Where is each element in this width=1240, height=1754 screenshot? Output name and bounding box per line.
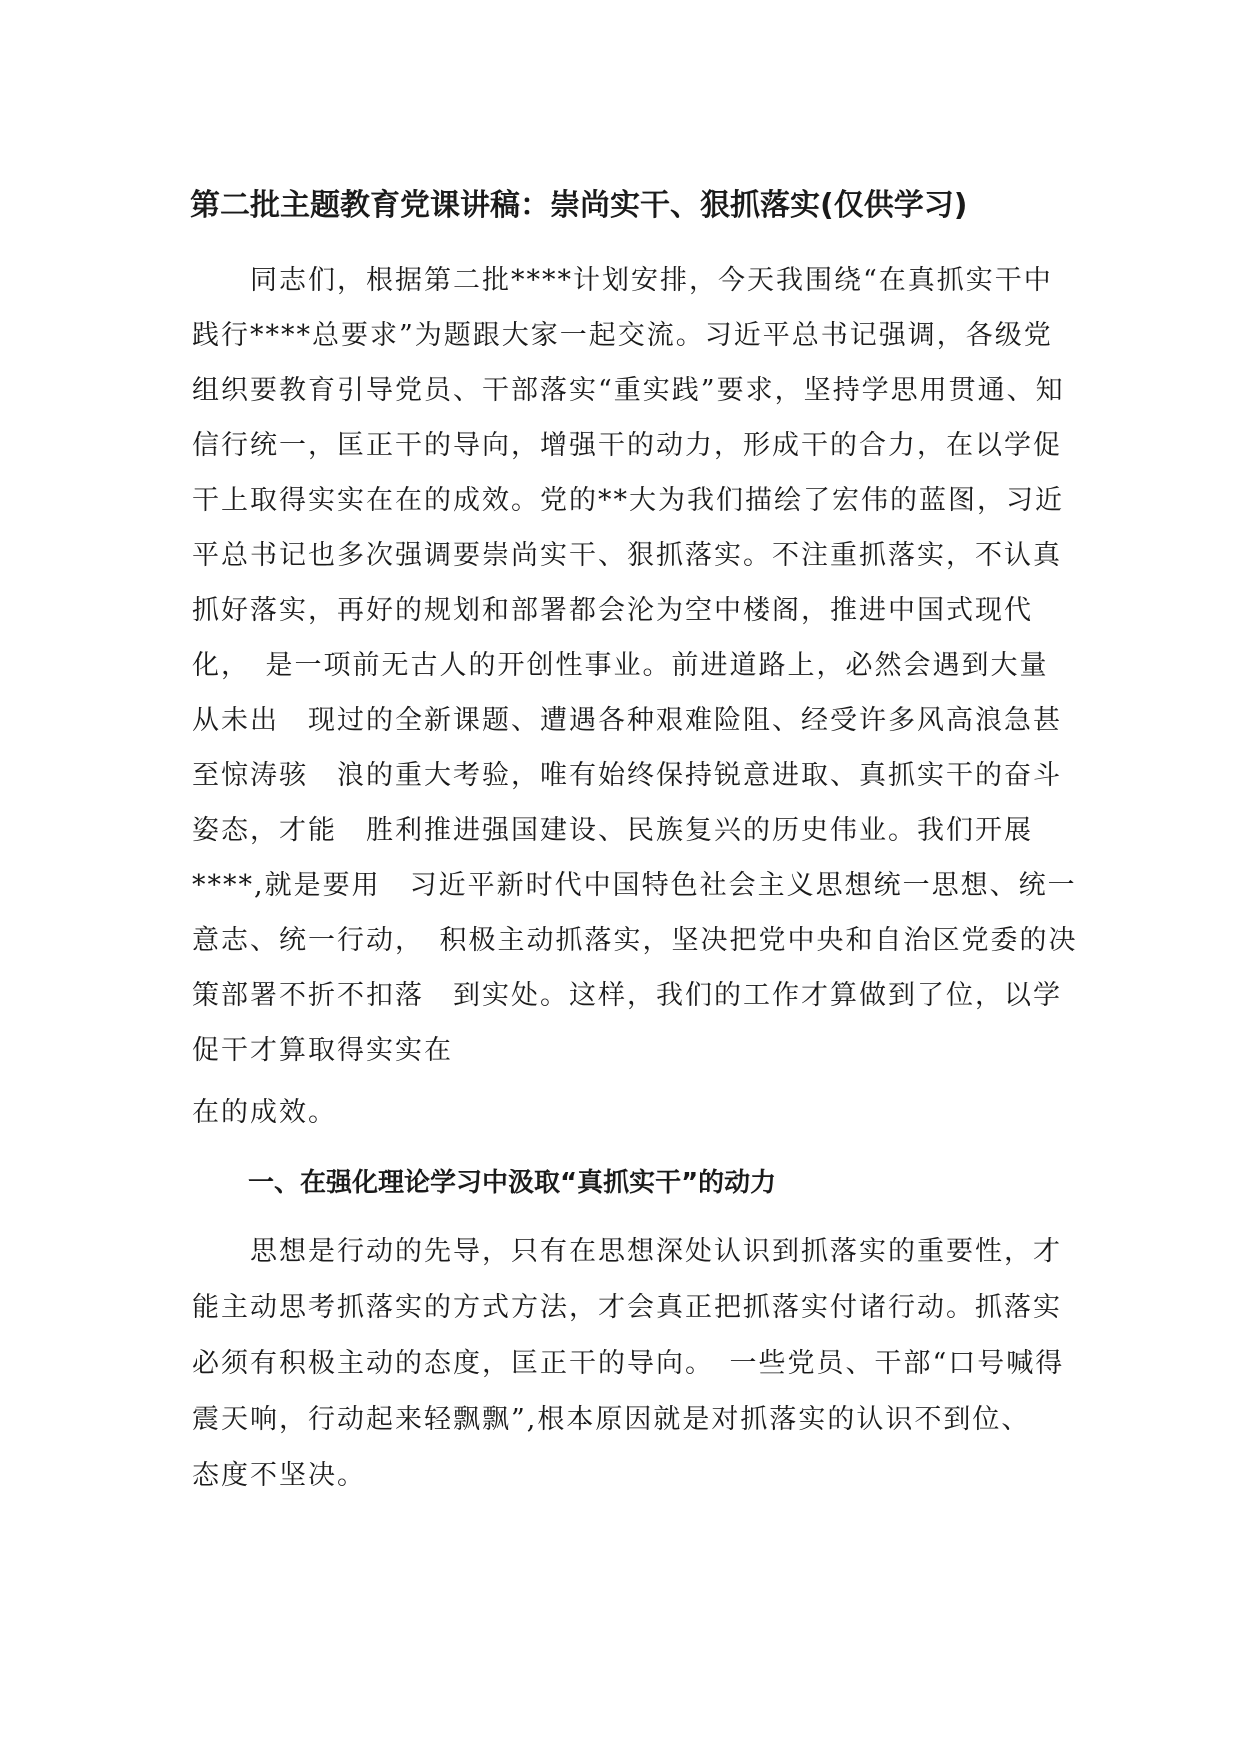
paragraph-1 <box>192 253 1078 1078</box>
paragraph-line: 从未出 现过的全新课题、遭遇各种艰难险阻、经受许多风高浪急甚 <box>192 705 1062 736</box>
paragraph-line: 平总书记也多次强调要崇尚实干、狠抓落实。不注重抓落实，不认真 <box>192 540 1062 571</box>
paragraph-line: 促干才算取得实实在 <box>192 1035 453 1066</box>
paragraph-line: 践行****总要求”为题跟大家一起交流。习近平总书记强调，各级党 <box>192 320 1053 351</box>
paragraph-1-tail <box>192 1085 337 1140</box>
section-heading: 一、在强化理论学习中汲取“真抓实干”的动力 <box>248 1168 777 1198</box>
paragraph-line: 干上取得实实在在的成效。党的**大为我们描绘了宏伟的蓝图，习近 <box>192 485 1064 516</box>
paragraph-line: 化， 是一项前无古人的开创性事业。前进道路上，必然会遇到大量 <box>192 650 1049 681</box>
paragraph-line: 同志们，根据第二批****计划安排，今天我围绕“在真抓实干中 <box>192 265 1053 296</box>
paragraph-line: 在的成效。 <box>192 1097 337 1128</box>
paragraph-line: 抓好落实，再好的规划和部署都会沦为空中楼阁，推进中国式现代 <box>192 595 1033 626</box>
paragraph-line: 能主动思考抓落实的方式方法，才会真正把抓落实付诸行动。抓落实 <box>192 1292 1062 1323</box>
paragraph-line: 必须有积极主动的态度，匡正干的导向。 一些党员、干部“口号喊得 <box>192 1348 1065 1379</box>
paragraph-line: 信行统一，匡正干的导向，增强干的动力，形成干的合力，在以学促 <box>192 430 1062 461</box>
paragraph-line: 震天响，行动起来轻飘飘”,根本原因就是对抓落实的认识不到位、 <box>192 1404 1031 1435</box>
paragraph-line: 姿态，才能 胜利推进强国建设、民族复兴的历史伟业。我们开展 <box>192 815 1033 846</box>
paragraph-line: 意志、统一行动， 积极主动抓落实，坚决把党中央和自治区党委的决 <box>192 925 1078 956</box>
document-title: 第二批主题教育党课讲稿：崇尚实干、狠抓落实(仅供学习) <box>190 188 968 223</box>
paragraph-line: 态度不坚决。 <box>192 1460 366 1491</box>
paragraph-2 <box>192 1224 1064 1504</box>
paragraph-line: ****,就是要用 习近平新时代中国特色社会主义思想统一思想、统一 <box>192 870 1077 901</box>
paragraph-line: 至惊涛骇 浪的重大考验，唯有始终保持锐意进取、真抓实干的奋斗 <box>192 760 1062 791</box>
paragraph-line: 思想是行动的先导，只有在思想深处认识到抓落实的重要性，才 <box>192 1236 1062 1267</box>
paragraph-line: 策部署不折不扣落 到实处。这样，我们的工作才算做到了位，以学 <box>192 980 1062 1011</box>
paragraph-line: 组织要教育引导党员、干部落实“重实践”要求，坚持学思用贯通、知 <box>192 375 1065 406</box>
